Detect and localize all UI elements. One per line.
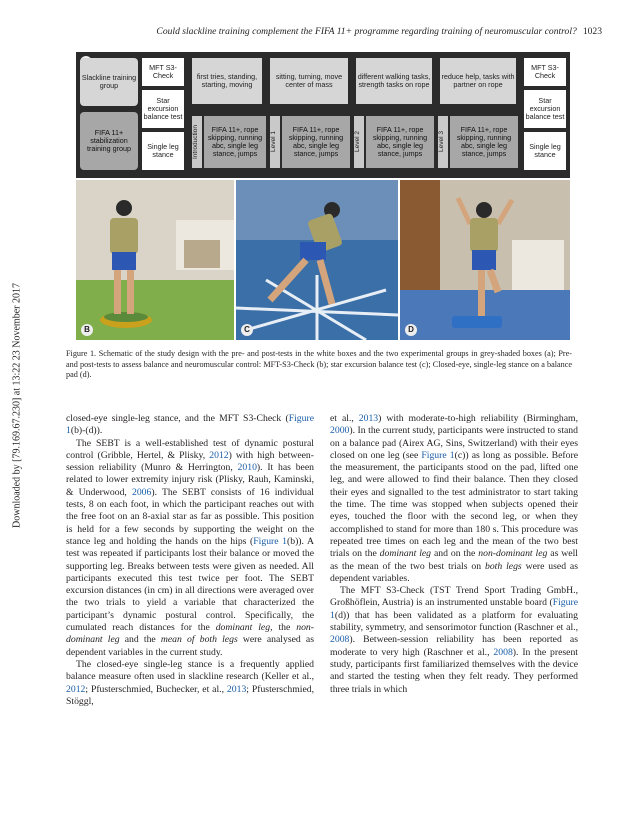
figure-caption: Figure 1. Schematic of the study design with the pre- and post-tests in the white boxes and the two experimental groups in grey-shaded boxes (a); Pre- and post-tests to assess balance and neuromuscular control: MFT-S3-Check (b); star excursion balance test (c); Closed-eye, single-leg stance on a balance pad (d). xyxy=(66,349,572,380)
paragraph xyxy=(66,659,314,708)
reference-link[interactable]: 2013 xyxy=(358,413,379,424)
reference-link[interactable]: 2010 xyxy=(237,462,257,474)
paragraph-text: (d)) that has been validated as a platform for evaluating stability, symmetry, and sensorimotor function (Raschner et al., xyxy=(330,609,578,634)
reference-link[interactable]: Figure 1 xyxy=(253,535,288,547)
reference-link[interactable]: Figure 1 xyxy=(330,597,578,621)
paragraph xyxy=(66,438,314,659)
fifa-level-2: FIFA 11+, rope skipping, running abc, single leg stance, jumps xyxy=(366,116,434,168)
slackline-level-2: different walking tasks, strength tasks on rope xyxy=(356,58,432,104)
paragraph-text: The closed-eye single-leg stance is a frequently applied balance measure often used in slackline research (Keller et al., xyxy=(66,658,314,683)
emphasized-term: non-dominant leg xyxy=(66,622,314,646)
reference-link[interactable]: 2006 xyxy=(131,486,152,498)
running-title: Could slackline training complement the FIFA 11+ programme regarding training of neuromuscular control? xyxy=(156,26,577,37)
reference-link[interactable]: 2013 xyxy=(226,683,247,695)
paragraph-text: were analysed as dependent variables in the current study. xyxy=(66,634,314,658)
paragraph-text: , the xyxy=(270,622,297,634)
paragraph-text: (b)). A test was repeated if participants lost their balance or moved the supporting leg. Breaks between tests were given as needed. All participants executed this test twice per foot. The SEBT excursion distances (in cm) in all directions were averaged over the two trials to yield a variable that characterized the participant’s dynamic postural control. Specifically, the cumulated reach distances for the xyxy=(66,535,315,634)
panel-letter-b: B xyxy=(81,324,93,336)
paragraph xyxy=(330,585,578,696)
paragraph-text: (c)) as long as possible. Before the measurement, the participants stood on the pad, lifted one leg, and were allowed to find their balance. Then they closed their eyes and signalled to the test administrator to start taking the time. The time was stopped when subjects opened their eyes, touched the floor with the second leg, or when they accomplished to stand for more than 180 s. This procedure was repeated tree times on each leg and the mean of the two best trials on the xyxy=(330,449,579,560)
pre-test-single-leg: Single leg stance xyxy=(142,132,184,170)
paragraph-text: were used as dependent variables. xyxy=(330,560,578,584)
reference-link[interactable]: 2008 xyxy=(330,634,350,646)
panel-letter-d: D xyxy=(405,324,417,336)
label-level-2: Level 2 xyxy=(354,116,364,168)
emphasized-term: dominant leg xyxy=(215,622,271,634)
figure-1 xyxy=(76,52,570,342)
reference-link[interactable]: 2000 xyxy=(330,425,350,437)
paragraph-text: and on the xyxy=(431,548,479,560)
paragraph xyxy=(66,413,314,438)
slackline-level-3: reduce help, tasks with partner on rope xyxy=(440,58,516,104)
paragraph-text: ) with moderate-to-high reliability (Birmingham, xyxy=(378,413,578,424)
paragraph-text: ) with high between-session reliability (Munro & Herrington, xyxy=(66,449,314,474)
photo-star-excursion xyxy=(236,180,398,340)
paragraph-text: as well as the mean of the two best trials on xyxy=(330,548,578,572)
post-test-sebt: Star excursion balance test xyxy=(524,90,566,128)
right-column xyxy=(330,413,578,696)
reference-link[interactable]: 2012 xyxy=(66,683,86,695)
paragraph-text: ). In the present study, participants first familiarized themselves with the device and started the testing when they felt ready. They performed three trials in which xyxy=(330,646,579,695)
fifa-group-box: FIFA 11+ stabilization training group xyxy=(80,112,138,170)
reference-link[interactable]: Figure 1 xyxy=(421,449,455,461)
panel-letter-c: C xyxy=(241,324,253,336)
study-design-schematic xyxy=(76,52,570,178)
slackline-group-box: Slackline training group xyxy=(80,58,138,106)
page-number: 1023 xyxy=(582,26,602,37)
slackline-level-1: sitting, turning, move center of mass xyxy=(270,58,348,104)
paragraph-text: closed-eye single-leg stance, and the MFT S3-Check ( xyxy=(66,413,289,424)
left-column xyxy=(66,413,314,708)
fifa-level-1: FIFA 11+, rope skipping, running abc, single leg stance, jumps xyxy=(282,116,350,168)
paragraph-text: ). Between-session reliability has been reported as moderate to very high (Raschner et al., xyxy=(330,634,578,658)
label-level-1: Level 1 xyxy=(270,116,280,168)
label-introduction: Introduction xyxy=(192,116,202,168)
fifa-intro: FIFA 11+, rope skipping, running abc, single leg stance, jumps xyxy=(204,116,266,168)
paragraph-text: ). It has been related to lower extremity injury risk (Plisky, Rauh, Kaminski, & Underwood, xyxy=(66,462,314,498)
download-note: Downloaded by [79.169.67.230] at 13:22 23 November 2017 xyxy=(11,283,23,528)
reference-link[interactable]: 2008 xyxy=(493,646,513,658)
post-test-single-leg: Single leg stance xyxy=(524,132,566,170)
paragraph-text: ; Pfusterschmied, Buchecker, et al., xyxy=(85,683,227,695)
paragraph-text: et al., xyxy=(330,413,359,424)
label-level-3: Level 3 xyxy=(438,116,448,168)
emphasized-term: non-dominant leg xyxy=(478,548,548,560)
emphasized-term: dominant leg xyxy=(379,548,432,560)
paragraph-text: The MFT S3-Check (TST Trend Sport Trading GmbH., Großhöflein, Austria) is an instrumented unstable board ( xyxy=(330,585,578,609)
fifa-level-3: FIFA 11+, rope skipping, running abc, single leg stance, jumps xyxy=(450,116,518,168)
paragraph xyxy=(330,413,578,585)
post-test-mft: MFT S3-Check xyxy=(524,58,566,86)
paragraph-text: (b)-(d)). xyxy=(70,425,103,437)
paragraph-text: ). The SEBT consists of 16 individual tests, 8 on each foot, in which the participant reaches out with the free foot on an 8-axial star as far as possible. This position is held for a few seconds by supporting the weight on the stance leg and holding the hands on the hips ( xyxy=(66,486,314,547)
paragraph-text: and the xyxy=(119,634,161,646)
paragraph-text: The SEBT is a well-established test of dynamic postural control (Gribble, Hertel, & Plisky, xyxy=(66,437,314,461)
reference-link[interactable]: 2012 xyxy=(209,449,229,461)
paragraph-text: ). In the current study, participants were instructed to stand on a balance pad (Airex AG, Sins, Switzerland) with their eyes closed on one leg (see xyxy=(330,425,578,461)
photo-mft-s3-check xyxy=(76,180,234,340)
pre-test-mft: MFT S3-Check xyxy=(142,58,184,86)
emphasized-term: mean of both legs xyxy=(160,634,238,646)
paragraph-text: ; Pfusterschmied, Stöggl, xyxy=(66,683,315,707)
running-header xyxy=(70,26,602,37)
pre-test-sebt: Star excursion balance test xyxy=(142,90,184,128)
slackline-intro: first tries, standing, starting, moving xyxy=(192,58,262,104)
photo-single-leg-stance xyxy=(400,180,570,340)
reference-link[interactable]: Figure 1 xyxy=(66,413,314,437)
emphasized-term: both legs xyxy=(484,560,522,572)
